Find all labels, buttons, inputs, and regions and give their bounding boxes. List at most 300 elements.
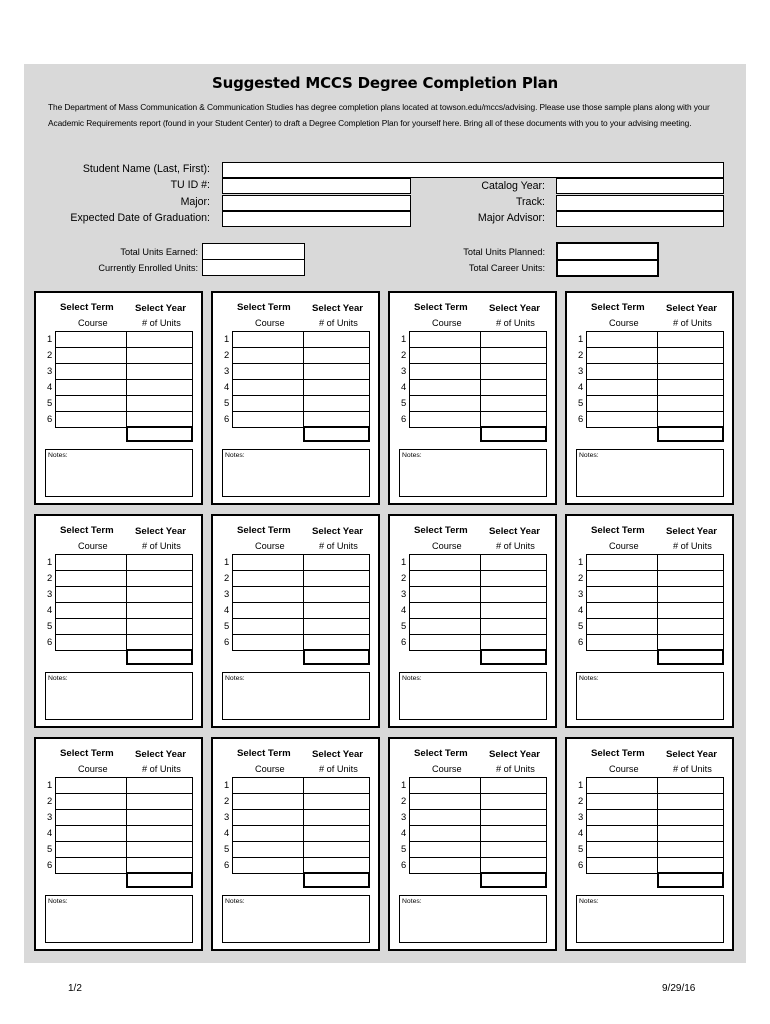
- units-input[interactable]: [303, 825, 370, 842]
- row-number: 1: [47, 556, 53, 567]
- row-number: 1: [224, 333, 230, 344]
- course-column-header: Course: [78, 318, 108, 328]
- term-units-total[interactable]: [657, 872, 724, 888]
- units-column-header: # of Units: [319, 541, 358, 551]
- units-input[interactable]: [126, 586, 193, 603]
- course-input[interactable]: [409, 634, 481, 651]
- select-term-dropdown[interactable]: Select Term: [237, 302, 291, 313]
- units-input[interactable]: [303, 602, 370, 619]
- course-row: [401, 586, 548, 602]
- term-block: [211, 291, 380, 505]
- course-input[interactable]: [586, 395, 658, 412]
- units-input[interactable]: [480, 777, 547, 794]
- select-term-dropdown[interactable]: Select Term: [414, 748, 468, 759]
- course-row: [578, 793, 725, 809]
- course-input[interactable]: [232, 809, 304, 826]
- term-units-total[interactable]: [126, 872, 193, 888]
- units-input[interactable]: [303, 793, 370, 810]
- units-input[interactable]: [126, 347, 193, 364]
- units-column-header: # of Units: [496, 318, 535, 328]
- course-input[interactable]: [232, 379, 304, 396]
- units-input[interactable]: [126, 363, 193, 380]
- units-input[interactable]: [126, 570, 193, 587]
- select-year-dropdown[interactable]: Select Year: [666, 749, 718, 760]
- major-advisor-field[interactable]: [556, 211, 724, 227]
- course-row: [47, 395, 194, 411]
- units-column-header: # of Units: [496, 764, 535, 774]
- select-term-dropdown[interactable]: Select Term: [237, 748, 291, 759]
- course-row: [47, 363, 194, 379]
- units-column-header: # of Units: [319, 764, 358, 774]
- units-input[interactable]: [480, 586, 547, 603]
- row-number: 6: [401, 859, 407, 870]
- select-year-dropdown[interactable]: Select Year: [312, 303, 364, 314]
- units-input[interactable]: [657, 379, 724, 396]
- term-units-total[interactable]: [303, 872, 370, 888]
- course-grid: [401, 777, 548, 873]
- select-year-dropdown[interactable]: Select Year: [135, 749, 187, 760]
- row-number: 2: [578, 349, 584, 360]
- row-number: 1: [47, 779, 53, 790]
- expected-graduation-field[interactable]: [222, 211, 411, 227]
- total-units-earned-field[interactable]: [202, 243, 305, 260]
- course-column-header: Course: [432, 541, 462, 551]
- units-input[interactable]: [303, 809, 370, 826]
- row-number: 2: [401, 572, 407, 583]
- units-input[interactable]: [126, 618, 193, 635]
- units-input[interactable]: [126, 395, 193, 412]
- course-input[interactable]: [586, 411, 658, 428]
- course-input[interactable]: [232, 411, 304, 428]
- units-input[interactable]: [126, 841, 193, 858]
- course-input[interactable]: [232, 857, 304, 874]
- units-input[interactable]: [480, 602, 547, 619]
- course-input[interactable]: [55, 395, 127, 412]
- course-input[interactable]: [586, 379, 658, 396]
- course-input[interactable]: [55, 379, 127, 396]
- units-input[interactable]: [303, 586, 370, 603]
- row-number: 4: [224, 604, 230, 615]
- course-input[interactable]: [409, 570, 481, 587]
- term-units-total[interactable]: [657, 426, 724, 442]
- units-input[interactable]: [303, 777, 370, 794]
- course-input[interactable]: [586, 586, 658, 603]
- units-input[interactable]: [126, 809, 193, 826]
- select-year-dropdown[interactable]: Select Year: [135, 526, 187, 537]
- row-number: 6: [578, 413, 584, 424]
- course-input[interactable]: [232, 602, 304, 619]
- tu-id-label: TU ID #:: [170, 179, 210, 191]
- course-input[interactable]: [55, 825, 127, 842]
- row-number: 4: [47, 827, 53, 838]
- select-year-dropdown[interactable]: Select Year: [312, 526, 364, 537]
- course-row: [47, 825, 194, 841]
- page-title: Suggested MCCS Degree Completion Plan: [212, 74, 558, 92]
- row-number: 3: [47, 811, 53, 822]
- units-input[interactable]: [126, 777, 193, 794]
- course-input[interactable]: [55, 777, 127, 794]
- course-input[interactable]: [586, 618, 658, 635]
- course-input[interactable]: [586, 347, 658, 364]
- notes-field[interactable]: [222, 895, 370, 943]
- course-row: [47, 570, 194, 586]
- course-input[interactable]: [586, 602, 658, 619]
- select-year-dropdown[interactable]: Select Year: [489, 749, 541, 760]
- course-row: [401, 570, 548, 586]
- course-input[interactable]: [55, 411, 127, 428]
- course-input[interactable]: [232, 331, 304, 348]
- course-input[interactable]: [55, 347, 127, 364]
- term-block: [388, 514, 557, 728]
- total-career-units-field[interactable]: [556, 259, 659, 277]
- select-term-dropdown[interactable]: Select Term: [60, 302, 114, 313]
- select-year-dropdown[interactable]: Select Year: [489, 526, 541, 537]
- term-block: [211, 737, 380, 951]
- course-input[interactable]: [409, 554, 481, 571]
- track-label: Track:: [515, 196, 545, 208]
- select-year-dropdown[interactable]: Select Year: [312, 749, 364, 760]
- course-row: [47, 586, 194, 602]
- course-input[interactable]: [409, 395, 481, 412]
- select-term-dropdown[interactable]: Select Term: [591, 302, 645, 313]
- course-input[interactable]: [232, 363, 304, 380]
- course-input[interactable]: [55, 554, 127, 571]
- course-input[interactable]: [55, 809, 127, 826]
- row-number: 6: [401, 413, 407, 424]
- course-row: [578, 809, 725, 825]
- units-input[interactable]: [657, 841, 724, 858]
- course-row: [47, 777, 194, 793]
- course-input[interactable]: [586, 857, 658, 874]
- units-column-header: # of Units: [319, 318, 358, 328]
- units-input[interactable]: [480, 331, 547, 348]
- units-input[interactable]: [303, 347, 370, 364]
- units-input[interactable]: [657, 363, 724, 380]
- row-number: 4: [401, 827, 407, 838]
- select-year-dropdown[interactable]: Select Year: [666, 526, 718, 537]
- units-input[interactable]: [657, 395, 724, 412]
- select-year-dropdown[interactable]: Select Year: [666, 303, 718, 314]
- term-units-total[interactable]: [657, 649, 724, 665]
- course-input[interactable]: [409, 809, 481, 826]
- units-input[interactable]: [657, 809, 724, 826]
- row-number: 5: [401, 620, 407, 631]
- select-year-dropdown[interactable]: Select Year: [135, 303, 187, 314]
- row-number: 2: [47, 349, 53, 360]
- notes-field[interactable]: [576, 449, 724, 497]
- units-input[interactable]: [126, 793, 193, 810]
- course-input[interactable]: [55, 331, 127, 348]
- units-input[interactable]: [303, 331, 370, 348]
- select-term-dropdown[interactable]: Select Term: [591, 525, 645, 536]
- course-input[interactable]: [55, 793, 127, 810]
- term-block: [565, 737, 734, 951]
- course-row: [224, 331, 371, 347]
- course-input[interactable]: [232, 347, 304, 364]
- units-input[interactable]: [657, 554, 724, 571]
- course-input[interactable]: [409, 777, 481, 794]
- course-input[interactable]: [232, 395, 304, 412]
- course-row: [47, 857, 194, 873]
- course-input[interactable]: [232, 841, 304, 858]
- course-row: [47, 331, 194, 347]
- course-row: [47, 379, 194, 395]
- term-block: [34, 291, 203, 505]
- row-number: 3: [47, 365, 53, 376]
- row-number: 2: [224, 795, 230, 806]
- course-input[interactable]: [55, 618, 127, 635]
- course-input[interactable]: [55, 570, 127, 587]
- course-input[interactable]: [55, 841, 127, 858]
- major-field[interactable]: [222, 195, 411, 211]
- notes-label: Notes:: [225, 675, 245, 682]
- course-row: [578, 857, 725, 873]
- course-input[interactable]: [232, 618, 304, 635]
- course-row: [401, 841, 548, 857]
- course-input[interactable]: [232, 825, 304, 842]
- units-input[interactable]: [657, 777, 724, 794]
- term-units-total[interactable]: [480, 649, 547, 665]
- units-input[interactable]: [126, 825, 193, 842]
- course-row: [578, 554, 725, 570]
- units-input[interactable]: [480, 363, 547, 380]
- notes-field[interactable]: [399, 895, 547, 943]
- course-row: [224, 363, 371, 379]
- notes-field[interactable]: [45, 449, 193, 497]
- total-units-earned-label: Total Units Earned:: [120, 247, 198, 257]
- course-row: [578, 347, 725, 363]
- notes-label: Notes:: [579, 452, 599, 459]
- catalog-year-field[interactable]: [556, 178, 724, 194]
- units-input[interactable]: [657, 825, 724, 842]
- notes-field[interactable]: [399, 672, 547, 720]
- notes-field[interactable]: [576, 672, 724, 720]
- course-row: [224, 857, 371, 873]
- units-input[interactable]: [303, 570, 370, 587]
- units-input[interactable]: [657, 331, 724, 348]
- catalog-year-label: Catalog Year:: [481, 180, 545, 192]
- units-input[interactable]: [480, 825, 547, 842]
- course-row: [578, 618, 725, 634]
- student-name-field[interactable]: [222, 162, 724, 178]
- row-number: 1: [578, 556, 584, 567]
- course-grid: [47, 554, 194, 650]
- units-input[interactable]: [480, 793, 547, 810]
- course-row: [578, 379, 725, 395]
- course-input[interactable]: [409, 793, 481, 810]
- units-input[interactable]: [657, 586, 724, 603]
- course-input[interactable]: [409, 347, 481, 364]
- course-grid: [47, 331, 194, 427]
- course-input[interactable]: [409, 363, 481, 380]
- units-input[interactable]: [303, 395, 370, 412]
- row-number: 3: [401, 588, 407, 599]
- select-term-dropdown[interactable]: Select Term: [591, 748, 645, 759]
- units-input[interactable]: [480, 618, 547, 635]
- course-column-header: Course: [432, 318, 462, 328]
- select-term-dropdown[interactable]: Select Term: [60, 525, 114, 536]
- select-term-dropdown[interactable]: Select Term: [414, 525, 468, 536]
- units-input[interactable]: [480, 809, 547, 826]
- units-input[interactable]: [303, 379, 370, 396]
- course-input[interactable]: [586, 554, 658, 571]
- units-input[interactable]: [480, 395, 547, 412]
- expected-graduation-label: Expected Date of Graduation:: [70, 212, 210, 224]
- row-number: 1: [578, 333, 584, 344]
- course-input[interactable]: [232, 586, 304, 603]
- row-number: 2: [578, 795, 584, 806]
- course-input[interactable]: [586, 809, 658, 826]
- units-input[interactable]: [480, 554, 547, 571]
- term-units-total[interactable]: [126, 426, 193, 442]
- course-input[interactable]: [409, 602, 481, 619]
- course-column-header: Course: [609, 764, 639, 774]
- course-input[interactable]: [55, 602, 127, 619]
- row-number: 6: [401, 636, 407, 647]
- term-units-total[interactable]: [480, 872, 547, 888]
- term-block: [34, 737, 203, 951]
- course-input[interactable]: [409, 857, 481, 874]
- term-block: [565, 291, 734, 505]
- course-input[interactable]: [586, 793, 658, 810]
- notes-label: Notes:: [402, 675, 422, 682]
- course-grid: [578, 554, 725, 650]
- total-career-units-label: Total Career Units:: [468, 263, 545, 273]
- course-row: [401, 857, 548, 873]
- course-row: [224, 570, 371, 586]
- course-input[interactable]: [232, 777, 304, 794]
- units-input[interactable]: [303, 618, 370, 635]
- units-input[interactable]: [126, 379, 193, 396]
- units-input[interactable]: [480, 841, 547, 858]
- term-units-total[interactable]: [303, 649, 370, 665]
- course-input[interactable]: [55, 586, 127, 603]
- row-number: 5: [401, 397, 407, 408]
- units-input[interactable]: [303, 554, 370, 571]
- course-input[interactable]: [409, 331, 481, 348]
- term-units-total[interactable]: [126, 649, 193, 665]
- course-input[interactable]: [409, 411, 481, 428]
- term-units-total[interactable]: [480, 426, 547, 442]
- course-input[interactable]: [232, 554, 304, 571]
- row-number: 4: [578, 381, 584, 392]
- currently-enrolled-units-field[interactable]: [202, 259, 305, 276]
- course-input[interactable]: [232, 793, 304, 810]
- units-input[interactable]: [126, 602, 193, 619]
- course-input[interactable]: [586, 570, 658, 587]
- notes-field[interactable]: [222, 672, 370, 720]
- course-input[interactable]: [409, 379, 481, 396]
- units-input[interactable]: [303, 363, 370, 380]
- course-input[interactable]: [409, 825, 481, 842]
- row-number: 1: [224, 556, 230, 567]
- track-field[interactable]: [556, 195, 724, 211]
- units-input[interactable]: [657, 570, 724, 587]
- row-number: 4: [401, 381, 407, 392]
- units-input[interactable]: [657, 347, 724, 364]
- course-input[interactable]: [409, 586, 481, 603]
- course-input[interactable]: [232, 634, 304, 651]
- row-number: 3: [401, 811, 407, 822]
- units-input[interactable]: [480, 379, 547, 396]
- notes-field[interactable]: [399, 449, 547, 497]
- notes-label: Notes:: [48, 898, 68, 905]
- units-input[interactable]: [480, 570, 547, 587]
- row-number: 2: [578, 572, 584, 583]
- select-year-dropdown[interactable]: Select Year: [489, 303, 541, 314]
- course-row: [224, 602, 371, 618]
- row-number: 6: [578, 859, 584, 870]
- course-input[interactable]: [232, 570, 304, 587]
- select-term-dropdown[interactable]: Select Term: [237, 525, 291, 536]
- row-number: 4: [578, 604, 584, 615]
- units-input[interactable]: [657, 602, 724, 619]
- course-input[interactable]: [586, 825, 658, 842]
- course-row: [401, 411, 548, 427]
- total-units-planned-label: Total Units Planned:: [463, 247, 545, 257]
- units-input[interactable]: [303, 841, 370, 858]
- course-row: [578, 634, 725, 650]
- units-column-header: # of Units: [142, 318, 181, 328]
- units-input[interactable]: [657, 618, 724, 635]
- notes-label: Notes:: [225, 452, 245, 459]
- units-input[interactable]: [126, 331, 193, 348]
- course-input[interactable]: [55, 634, 127, 651]
- notes-field[interactable]: [45, 895, 193, 943]
- notes-field[interactable]: [45, 672, 193, 720]
- course-input[interactable]: [409, 841, 481, 858]
- select-term-dropdown[interactable]: Select Term: [414, 302, 468, 313]
- course-input[interactable]: [55, 363, 127, 380]
- course-column-header: Course: [255, 764, 285, 774]
- course-row: [401, 809, 548, 825]
- term-block: [388, 291, 557, 505]
- units-column-header: # of Units: [673, 541, 712, 551]
- course-grid: [578, 331, 725, 427]
- row-number: 4: [224, 381, 230, 392]
- term-units-total[interactable]: [303, 426, 370, 442]
- course-input[interactable]: [409, 618, 481, 635]
- select-term-dropdown[interactable]: Select Term: [60, 748, 114, 759]
- row-number: 6: [578, 636, 584, 647]
- notes-field[interactable]: [576, 895, 724, 943]
- course-input[interactable]: [586, 331, 658, 348]
- term-block: [565, 514, 734, 728]
- tu-id-field[interactable]: [222, 178, 411, 194]
- units-input[interactable]: [480, 347, 547, 364]
- notes-field[interactable]: [222, 449, 370, 497]
- course-row: [224, 379, 371, 395]
- course-input[interactable]: [586, 363, 658, 380]
- course-grid: [401, 554, 548, 650]
- units-input[interactable]: [657, 793, 724, 810]
- course-input[interactable]: [586, 841, 658, 858]
- page-number: 1/2: [68, 983, 82, 994]
- course-row: [578, 395, 725, 411]
- row-number: 4: [47, 604, 53, 615]
- row-number: 5: [224, 843, 230, 854]
- course-input[interactable]: [586, 777, 658, 794]
- course-row: [47, 602, 194, 618]
- row-number: 3: [224, 588, 230, 599]
- course-row: [578, 363, 725, 379]
- course-input[interactable]: [586, 634, 658, 651]
- row-number: 3: [401, 365, 407, 376]
- row-number: 2: [401, 795, 407, 806]
- course-input[interactable]: [55, 857, 127, 874]
- units-input[interactable]: [126, 554, 193, 571]
- course-row: [224, 618, 371, 634]
